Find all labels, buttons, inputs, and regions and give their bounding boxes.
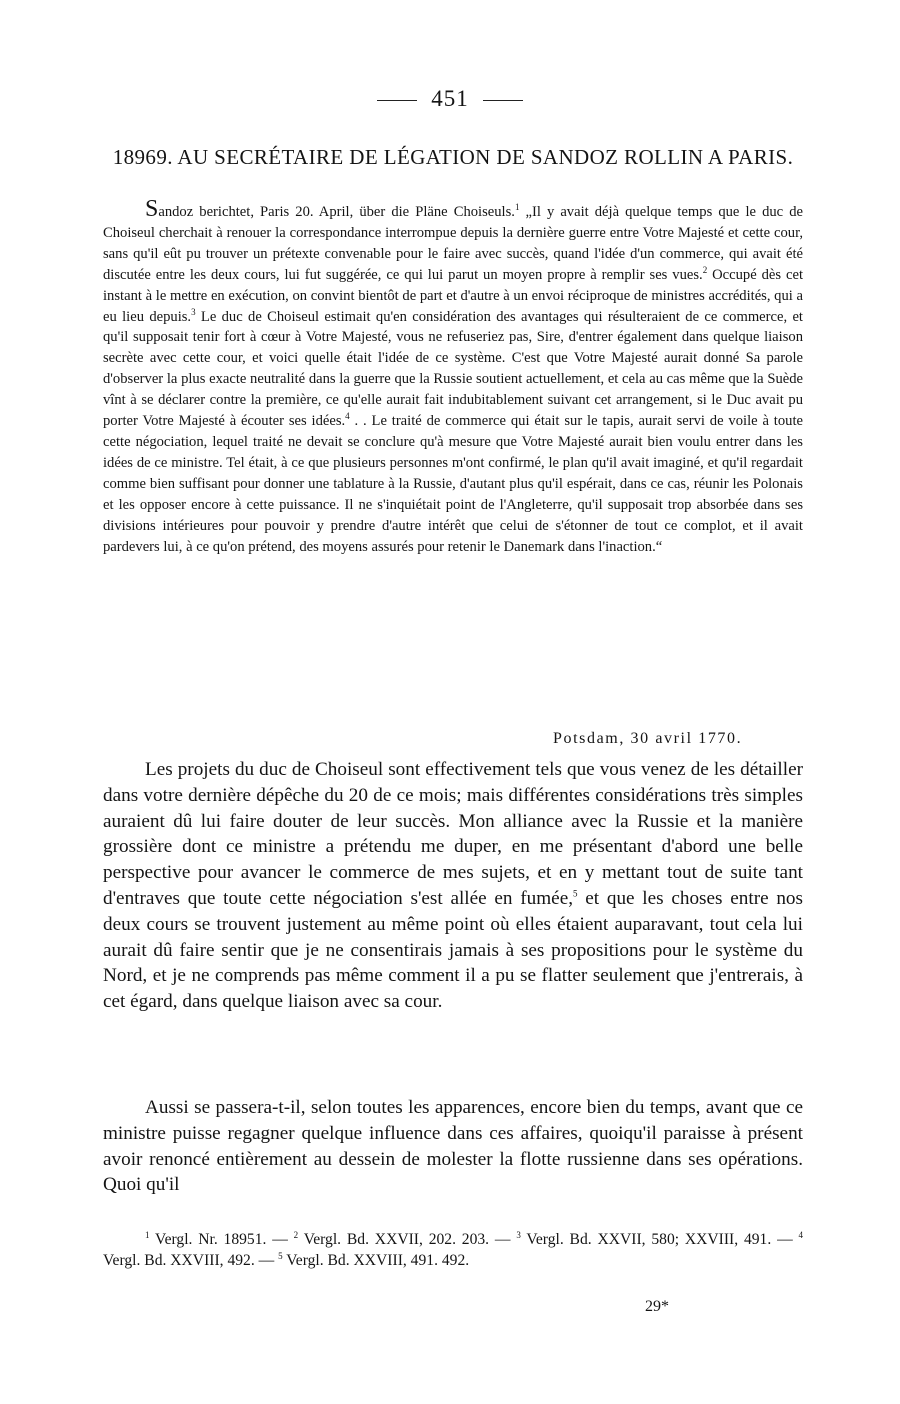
footnote-text-1: Vergl. Nr. 18951. — bbox=[149, 1231, 294, 1248]
intro-part-5: . . Le traité de commerce qui était sur le tapis, aurait servi de voile à toute cette négociation, lequel traité ne devait se conclure qu'à mesure que Votre Majesté aurait bien voulu entrer dans les idées de ce ministre. Tel était, à ce que plusieurs personnes m'ont confirmé, le plan qu'il avait imaginé, et qu'il regardait comme bien suffisant pour donner une tablature à la Russie, d'autant plus qu'il espérait, dans ce cas, réunir les Polonais et les opposer encore à cette puissance. Il ne s'inquiétait point de l'Angleterre, qu'il supposait trop absorbée dans ses divisions intérieures pour pouvoir y prendre d'autre intérêt que celui de s'étonner de tout ce complot, et il avait pardevers lui, à ce qu'on prétend, des moyens assurés pour retenir le Danemark dans l'inaction.“ bbox=[103, 413, 803, 555]
body-paragraph-1-b: et que les choses entre nos deux cours se trouvent justement au même point où elles étaient auparavant, tout cela lui aurait dû faire sentir que je ne consentirais jamais à ses propositions pour le système du Nord, et je ne comprends pas même comment il a pu se flatter seulement que j'entrerais, à cet égard, dans quelque liaison avec sa cour. bbox=[103, 887, 803, 1013]
footnote-mark-2: 2 bbox=[293, 1229, 299, 1240]
footnote-text-2: Vergl. Bd. XXVII, 202. 203. — bbox=[298, 1231, 517, 1248]
footnote-mark-3: 3 bbox=[516, 1229, 521, 1240]
body-paragraph-1-a: Les projets du duc de Choiseul sont effectivement tels que vous venez de les détailler dans votre dernière dépêche du 20 de ce mois; mais différentes considérations très simples auraient dû lui faire douter de leur succès. Mon alliance avec la Russie et la manière grossière dont ce ministre a prétendu me duper, en me présentant d'abord une belle perspective pour avancer le commerce de mes sujets, et en y mettant tout de suite tant d'entraves que toute cette négociation s'est allée en fumée, bbox=[103, 759, 803, 909]
footnote-text-3: Vergl. Bd. XXVII, 580; XXVIII, 491. — bbox=[520, 1231, 799, 1248]
signature-mark: 29* bbox=[645, 1298, 669, 1315]
footnote-ref-4: 4 bbox=[345, 411, 350, 422]
footnotes bbox=[103, 1229, 803, 1271]
page-number-line bbox=[0, 86, 900, 112]
footnote-ref-5: 5 bbox=[573, 888, 578, 899]
footnote-mark-5: 5 bbox=[278, 1250, 283, 1261]
intro-part-2: „Il y avait déjà quelque temps que le duc de Choiseul cherchait à renouer la correspondance interrompue depuis la dernière guerre entre Votre Majesté et cette cour, sans qu'il eût pu trouver un prétexte convenable pour le faire avec succès, quand l'idée d'un commerce, qui avait été discutée entre les deux cours, lui fut suggérée, ce qui lui parut un moyen propre à remplir ses vues. bbox=[103, 204, 803, 283]
left-rule bbox=[377, 100, 417, 101]
footnote-ref-3: 3 bbox=[191, 306, 196, 317]
footnote-ref-2: 2 bbox=[702, 264, 708, 275]
page-number: 451 bbox=[431, 86, 469, 111]
intro-part-3: Occupé dès cet instant à le mettre en exécution, on convint bientôt de part et d'autre à un envoi réciproque de ministres accrédités, qui a eu lieu depuis. bbox=[103, 266, 803, 325]
footnote-mark-4: 4 bbox=[798, 1229, 803, 1240]
letter-title: 18969. AU SECRÉTAIRE DE LÉGATION DE SANDOZ ROLLIN A PARIS. bbox=[112, 145, 794, 169]
right-rule bbox=[483, 100, 523, 101]
footnote-mark-1: 1 bbox=[145, 1229, 150, 1240]
body-paragraph-1 bbox=[103, 757, 803, 1015]
intro-part-4: Le duc de Choiseul estimait qu'en considération des avantages qui résulteraient de ce commerce, et qu'il supposait tenir fort à cœur à Votre Majesté, vous ne refuseriez pas, Sire, d'entrer également dans quelque liaison secrète avec cette cour, et voici quelle était l'idée de ce système. C'est que Votre Majesté aurait donné Sa parole d'observer la plus exacte neutralité dans la guerre que la Russie soutient actuellement, et cela au cas même que la Suède vînt à se déclarer contre la première, ce qu'elle aurait fait indubitablement suivant cet arrangement, si le Duc avait pu porter Votre Majesté à écouter ses idées. bbox=[103, 308, 803, 430]
drop-capital: S bbox=[145, 196, 159, 222]
footnote-text-4: Vergl. Bd. XXVIII, 492. — bbox=[103, 1252, 279, 1269]
footnote-ref-1: 1 bbox=[514, 202, 520, 213]
body-paragraph-2: Aussi se passera-t-il, selon toutes les apparences, encore bien du temps, avant que ce ministre puisse regagner quelque influence dans ces affaires, quoiqu'il paraisse à présent avoir renoncé entièrement au dessein de molester la flotte russienne dans ses opérations. Quoi qu'il bbox=[103, 1097, 803, 1196]
footnote-text-5: Vergl. Bd. XXVIII, 491. 492. bbox=[282, 1252, 470, 1269]
intro-part-1: andoz berichtet, Paris 20. April, über die Pläne Choiseuls. bbox=[158, 204, 515, 220]
intro-summary bbox=[103, 196, 803, 557]
dateline: Potsdam, 30 avril 1770. bbox=[553, 730, 743, 747]
